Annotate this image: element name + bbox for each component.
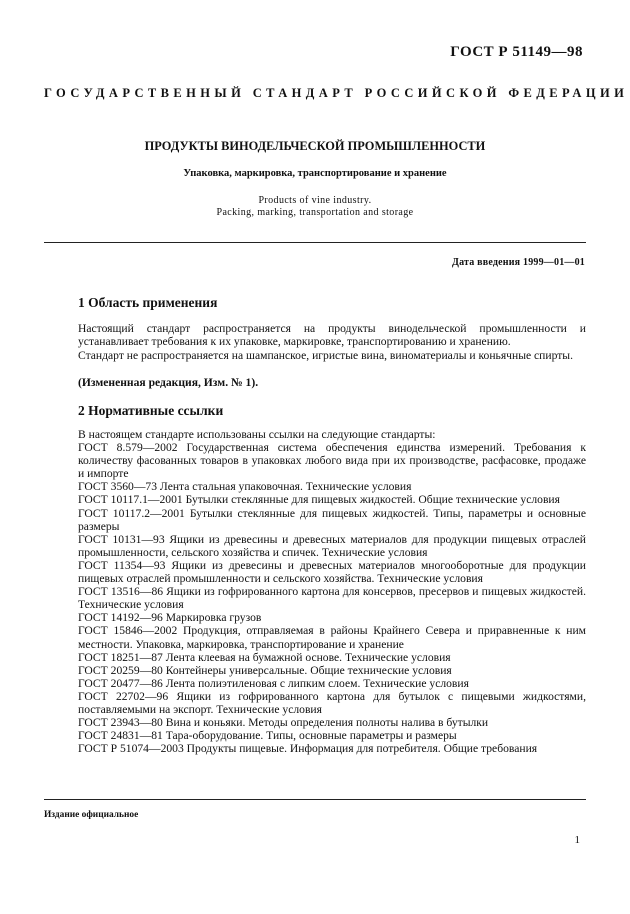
section1-paragraph1 xyxy=(78,322,586,348)
reference-item: ГОСТ 23943—80 Вина и коньяки. Методы определения полноты налива в бутылки xyxy=(78,716,489,730)
normative-references xyxy=(78,428,586,755)
edition-label: Издание официальное xyxy=(44,810,139,820)
header-divider xyxy=(44,242,586,243)
document-subtitle: Упаковка, маркировка, транспортирование и хранение xyxy=(183,168,447,179)
reference-item: ГОСТ 10117.2—2001 Бутылки стеклянные для пищевых жидкостей. Типы, параметры и основные размеры xyxy=(78,506,586,533)
reference-item: ГОСТ 3560—73 Лента стальная упаковочная. Технические условия xyxy=(78,480,412,494)
footer-divider xyxy=(44,799,586,800)
page-number: 1 xyxy=(574,834,580,846)
reference-item: ГОСТ 22702—96 Ящики из гофрированного картона для бутылок с пищевыми жидкостями, поставляемыми на экспорт. Технические условия xyxy=(78,689,586,716)
references-intro: В настоящем стандарте использованы ссылки на следующие стандарты: xyxy=(78,428,436,441)
reference-item: ГОСТ 13516—86 Ящики из гофрированного картона для консервов, пресервов и пищевых жидкостей. Технические условия xyxy=(78,585,586,612)
section1-amendment-note: (Измененная редакция, Изм. № 1). xyxy=(78,376,259,389)
english-title-line1: Products of vine industry. xyxy=(258,195,372,206)
state-standard-heading: ГОСУДАРСТВЕННЫЙ СТАНДАРТ РОССИЙСКОЙ ФЕДЕРАЦИИ xyxy=(44,86,629,100)
section1-paragraph1-text: Настоящий стандарт распространяется на продукты винодельческой промышленности и устанавливает требования к их упаковке, маркировке, транспортированию и хранению. xyxy=(78,322,586,349)
section1-paragraph2-text: Стандарт не распространяется на шампанское, игристые вина, виноматериалы и коньячные спирты. xyxy=(78,349,573,362)
reference-item: ГОСТ 10131—93 Ящики из древесины и древесных материалов для продукции пищевых отраслей промышленности, сельского хозяйства и спичек. Технические условия xyxy=(78,532,586,559)
gost-number: ГОСТ Р 51149—98 xyxy=(450,44,583,60)
intro-date: Дата введения 1999—01—01 xyxy=(452,257,585,268)
reference-item: ГОСТ 20259—80 Контейнеры универсальные. Общие технические условия xyxy=(78,663,452,677)
document-title: ПРОДУКТЫ ВИНОДЕЛЬЧЕСКОЙ ПРОМЫШЛЕННОСТИ xyxy=(144,139,486,153)
reference-item: ГОСТ 15846—2002 Продукция, отправляемая в районы Крайнего Севера и приравненные к ним местности. Упаковка, маркировка, транспортирование и хранение xyxy=(78,624,586,651)
reference-item: ГОСТ 11354—93 Ящики из древесины и древесных материалов многооборотные для продукции пищевых отраслей промышленности и сельского хозяйства. Технические условия xyxy=(78,558,586,586)
reference-item: ГОСТ 10117.1—2001 Бутылки стеклянные для пищевых жидкостей. Общие технические условия xyxy=(78,493,560,507)
reference-item: ГОСТ 18251—87 Лента клеевая на бумажной основе. Технические условия xyxy=(78,650,451,664)
section2-heading: 2 Нормативные ссылки xyxy=(78,403,224,418)
english-title-line2: Packing, marking, transportation and storage xyxy=(216,207,414,218)
reference-item: ГОСТ 14192—96 Маркировка грузов xyxy=(78,611,262,625)
reference-item: ГОСТ 20477—86 Лента полиэтиленовая с липким слоем. Технические условия xyxy=(78,676,469,690)
section1-paragraph2 xyxy=(78,349,586,362)
reference-item: ГОСТ 8.579—2002 Государственная система обеспечения единства измерений. Требования к количеству фасованных товаров в упаковках любого вида при их производстве, расфасовке, продаже и импорте xyxy=(78,441,586,481)
section1-heading: 1 Область применения xyxy=(78,295,218,310)
reference-item: ГОСТ Р 51074—2003 Продукты пищевые. Информация для потребителя. Общие требования xyxy=(78,742,538,756)
reference-item: ГОСТ 24831—81 Тара-оборудование. Типы, основные параметры и размеры xyxy=(78,729,457,743)
